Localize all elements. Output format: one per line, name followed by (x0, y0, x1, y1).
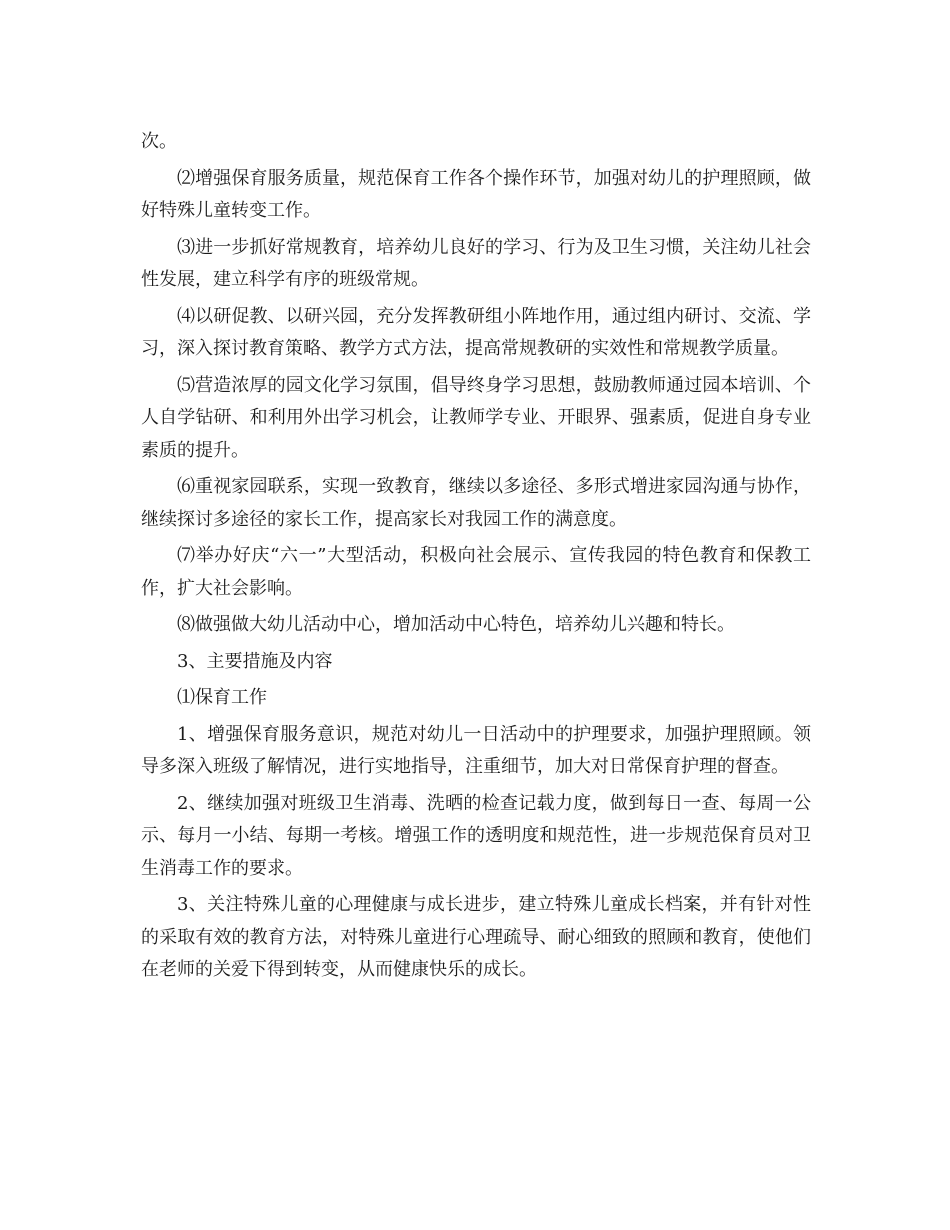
paragraph: 1、增强保育服务意识，规范对幼儿一日活动中的护理要求，加强护理照顾。领导多深入班级了解情况，进行实地指导，注重细节，加大对日常保育护理的督查。 (141, 723, 811, 777)
paragraph: ⑶进一步抓好常规教育，培养幼儿良好的学习、行为及卫生习惯，关注幼儿社会性发展，建立科学有序的班级常规。 (141, 236, 811, 290)
subsection-heading: ⑴保育工作 (177, 687, 267, 708)
section-heading: 3、主要措施及内容 (177, 650, 333, 672)
paragraph: ⑷以研促教、以研兴园，充分发挥教研组小阵地作用，通过组内研讨、交流、学习，深入探讨教育策略、教学方式方法，提高常规教研的实效性和常规教学质量。 (141, 305, 811, 359)
paragraph: 2、继续加强对班级卫生消毒、洗晒的检查记载力度，做到每日一查、每周一公示、每月一小结、每期一考核。增强工作的透明度和规范性，进一步规范保育员对卫生消毒工作的要求。 (141, 792, 811, 879)
paragraph: 次。 (141, 131, 177, 152)
paragraph: ⑹重视家园联系，实现一致教育，继续以多途径、多形式增进家园沟通与协作，继续探讨多途径的家长工作，提高家长对我园工作的满意度。 (141, 476, 811, 530)
paragraph: ⑻做强做大幼儿活动中心，增加活动中心特色，培养幼儿兴趣和特长。 (177, 614, 735, 635)
paragraph: 3、关注特殊儿童的心理健康与成长进步，建立特殊儿童成长档案，并有针对性的采取有效的教育方法，对特殊儿童进行心理疏导、耐心细致的照顾和教育，使他们在老师的关爱下得到转变，从而健康快乐的成长。 (141, 894, 811, 980)
paragraph: ⑺举办好庆“六一”大型活动，积极向社会展示、宣传我园的特色教育和保教工作，扩大社会影响。 (141, 545, 811, 599)
paragraph: ⑵增强保育服务质量，规范保育工作各个操作环节，加强对幼儿的护理照顾，做好特殊儿童转变工作。 (141, 167, 811, 221)
document-body (141, 126, 811, 991)
paragraph: ⑸营造浓厚的园文化学习氛围，倡导终身学习思想，鼓励教师通过园本培训、个人自学钻研、和利用外出学习机会，让教师学专业、开眼界、强素质，促进自身专业素质的提升。 (141, 374, 811, 461)
